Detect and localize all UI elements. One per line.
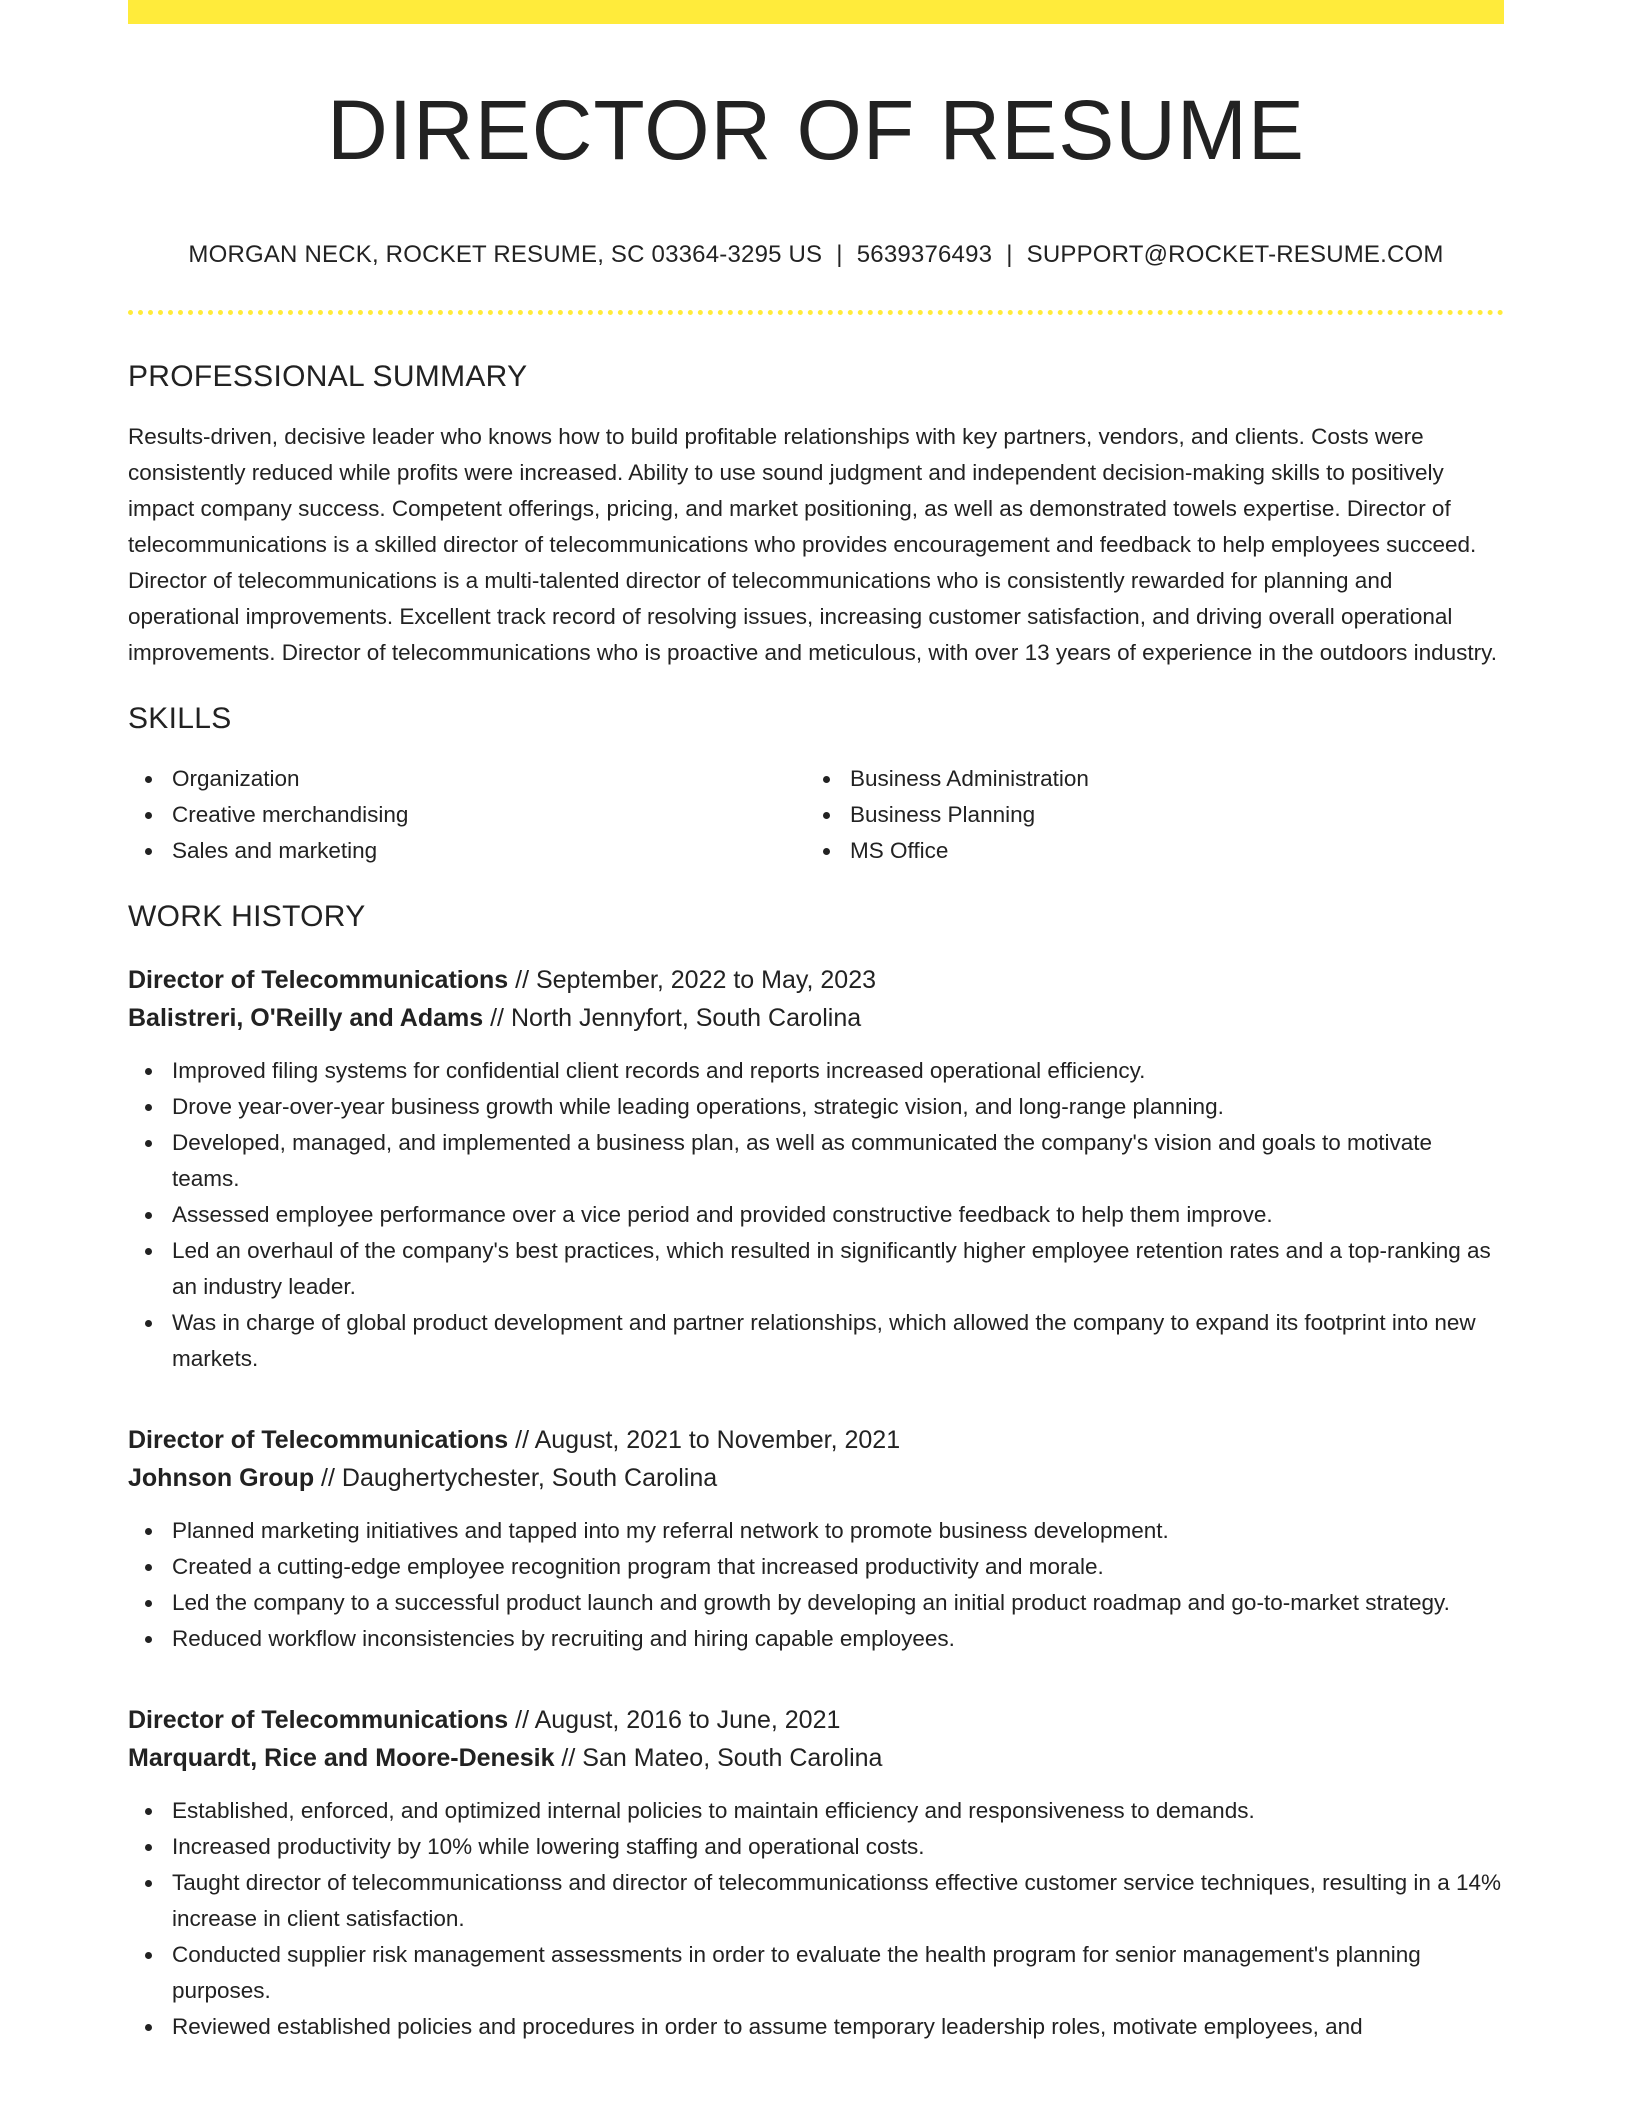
job-separator: // <box>314 1464 342 1492</box>
job-title-line <box>128 961 1504 999</box>
summary-heading: PROFESSIONAL SUMMARY <box>128 360 528 393</box>
contact-email: SUPPORT@ROCKET-RESUME.COM <box>1026 241 1444 268</box>
job-bullet-item: Established, enforced, and optimized internal policies to maintain efficiency and responsiveness to demands. <box>128 1793 1504 1829</box>
skills-grid <box>128 761 1504 869</box>
job-title: Director of Telecommunications <box>128 966 509 994</box>
job-bullet-item: Led an overhaul of the company's best practices, which resulted in significantly higher employee retention rates and a top-ranking as an industry leader. <box>128 1233 1504 1305</box>
summary-text: Results-driven, decisive leader who knows how to build profitable relationships with key partners, vendors, and clients. Costs were consistently reduced while profits were increased. Ability to use sound judgment and independent decision-making skills to positively impact company success. Competent offerings, pricing, and market positioning, as well as demonstrated towels expertise. Director of telecommunications is a skilled director of telecommunications who provides encouragement and feedback to help employees succeed. Director of telecommunications is a multi-talented director of telecommunications who is consistently rewarded for planning and operational improvements. Excellent track record of resolving issues, increasing customer satisfaction, and driving overall operational improvements. Director of telecommunications who is proactive and meticulous, with over 13 years of experience in the outdoors industry. <box>128 424 1497 665</box>
work-history-list <box>128 961 1504 2045</box>
job-bullet-item: Increased productivity by 10% while lowering staffing and operational costs. <box>128 1829 1504 1865</box>
job-location: North Jennyfort, South Carolina <box>510 1004 862 1032</box>
job-bullet-item: Reduced workflow inconsistencies by recruiting and hiring capable employees. <box>128 1621 1504 1657</box>
top-accent-bar <box>128 0 1504 24</box>
contact-address: MORGAN NECK, ROCKET RESUME, SC 03364-3295 US <box>188 241 823 268</box>
job-bullet-item: Reviewed established policies and procedures in order to assume temporary leadership roles, motivate employees, and <box>128 2009 1504 2045</box>
job-bullet-item: Created a cutting-edge employee recognition program that increased productivity and morale. <box>128 1549 1504 1585</box>
job-entry <box>128 1701 1504 2045</box>
job-entry <box>128 1421 1504 1657</box>
contact-separator: | <box>836 241 843 268</box>
job-bullet-item: Taught director of telecommunicationss and director of telecommunicationss effective customer service techniques, resulting in a 14% increase in client satisfaction. <box>128 1865 1504 1937</box>
skills-heading: SKILLS <box>128 702 232 735</box>
job-company: Johnson Group <box>128 1464 315 1492</box>
job-entry <box>128 961 1504 1377</box>
job-location: San Mateo, South Carolina <box>582 1744 883 1772</box>
job-title: Director of Telecommunications <box>128 1706 509 1734</box>
job-bullet-list <box>128 1513 1504 1657</box>
job-bullet-item: Assessed employee performance over a vice period and provided constructive feedback to help them improve. <box>128 1197 1504 1233</box>
job-dates: August, 2016 to June, 2021 <box>534 1706 841 1734</box>
job-bullet-item: Developed, managed, and implemented a business plan, as well as communicated the company's vision and goals to motivate teams. <box>128 1125 1504 1197</box>
job-bullet-item: Planned marketing initiatives and tapped into my referral network to promote business development. <box>128 1513 1504 1549</box>
job-separator: // <box>483 1004 511 1032</box>
job-company-line <box>128 1739 1504 1777</box>
job-title-line <box>128 1421 1504 1459</box>
work-history-heading: WORK HISTORY <box>128 900 366 933</box>
skill-item: Organization <box>128 761 806 797</box>
resume-name: DIRECTOR OF RESUME <box>327 83 1305 177</box>
contact-line <box>128 240 1504 270</box>
skill-item: Business Planning <box>806 797 1484 833</box>
job-separator: // <box>508 966 536 994</box>
job-company-line <box>128 999 1504 1037</box>
job-title-line <box>128 1701 1504 1739</box>
dotted-divider <box>128 310 1504 315</box>
contact-phone: 5639376493 <box>856 241 993 268</box>
job-location: Daughertychester, South Carolina <box>341 1464 718 1492</box>
skills-column-left <box>128 761 806 869</box>
skills-column-right <box>806 761 1484 869</box>
job-separator: // <box>508 1426 535 1454</box>
skill-item: Business Administration <box>806 761 1484 797</box>
job-title: Director of Telecommunications <box>128 1426 509 1454</box>
skill-item: Creative merchandising <box>128 797 806 833</box>
skill-item: Sales and marketing <box>128 833 806 869</box>
job-bullet-item: Drove year-over-year business growth while leading operations, strategic vision, and long-range planning. <box>128 1089 1504 1125</box>
job-company: Marquardt, Rice and Moore-Denesik <box>128 1744 555 1772</box>
job-separator: // <box>554 1744 583 1772</box>
job-company: Balistreri, O'Reilly and Adams <box>128 1004 484 1032</box>
contact-separator: | <box>1006 241 1013 268</box>
job-bullet-item: Conducted supplier risk management assessments in order to evaluate the health program for senior management's planning purposes. <box>128 1937 1504 2009</box>
job-dates: August, 2021 to November, 2021 <box>534 1426 901 1454</box>
job-separator: // <box>508 1706 535 1734</box>
job-company-line <box>128 1459 1504 1497</box>
job-bullet-item: Led the company to a successful product launch and growth by developing an initial product roadmap and go-to-market strategy. <box>128 1585 1504 1621</box>
resume-page <box>128 0 1504 2045</box>
job-bullet-item: Improved filing systems for confidential client records and reports increased operational efficiency. <box>128 1053 1504 1089</box>
job-dates: September, 2022 to May, 2023 <box>535 966 877 994</box>
skill-item: MS Office <box>806 833 1484 869</box>
job-bullet-list <box>128 1793 1504 2045</box>
job-bullet-item: Was in charge of global product development and partner relationships, which allowed the company to expand its footprint into new markets. <box>128 1305 1504 1377</box>
job-bullet-list <box>128 1053 1504 1377</box>
